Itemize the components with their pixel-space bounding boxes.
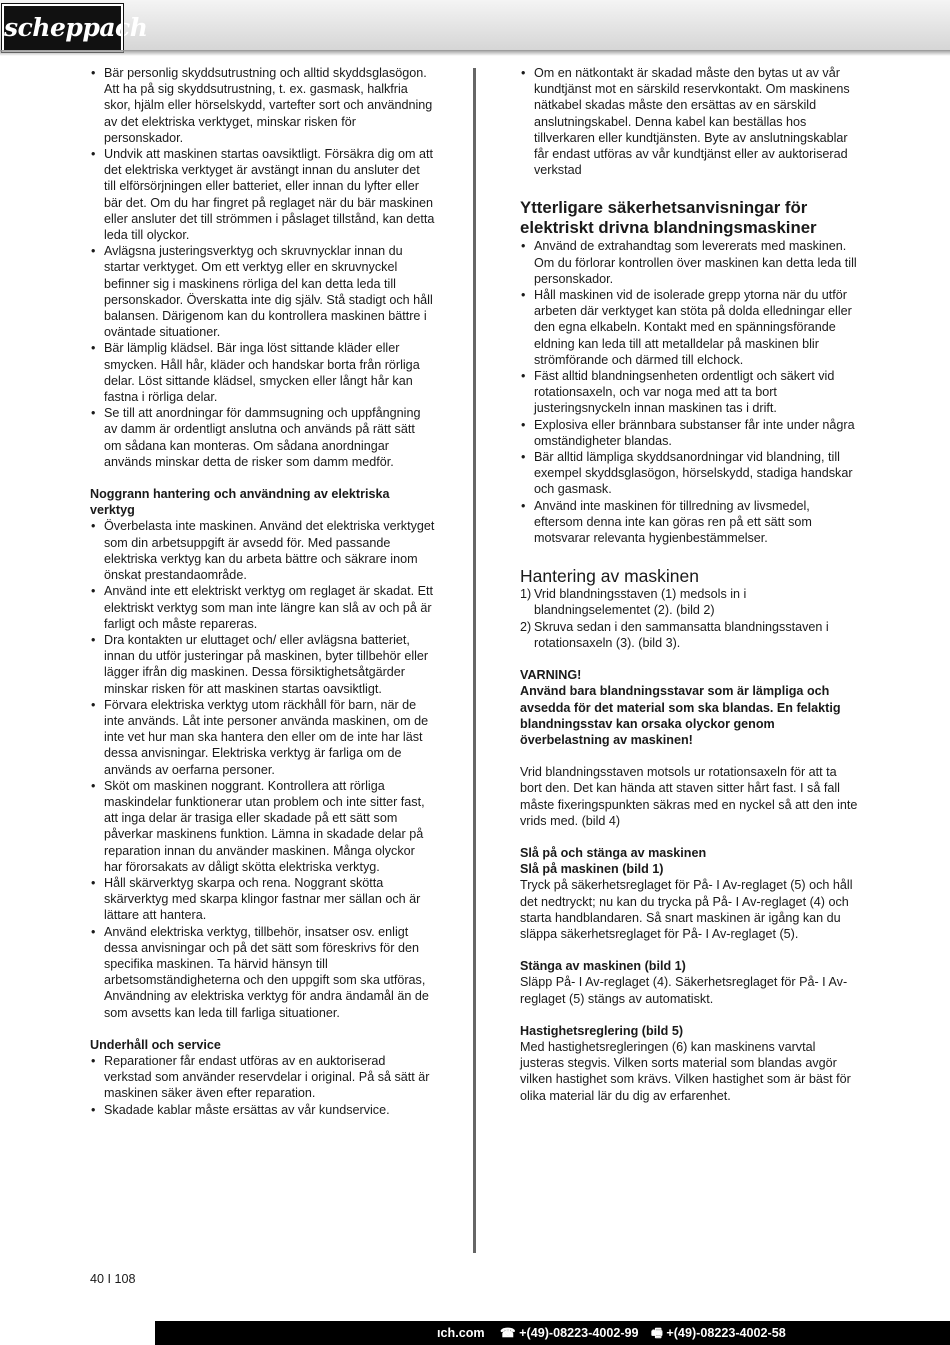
list-item: • Använd de extrahandtag som levererats med maskinen. Om du förlorar kontrollen över maskinen kan detta leda till personskador. (520, 238, 860, 287)
section-heading-onoff: Slå på och stänga av maskinen (520, 845, 707, 860)
list-item: • Sköt om maskinen noggrant. Kontrollera att rörliga maskindelar funktionerar utan problem och inte sitter fast, att inga delar är trasiga eller skadade på ett sätt som påverkar maskinens funktion. Lämna in skadade delar på reparation innan du använder maskinen. Många olyckor har förorsakats av dåligt skötta elektriska verktyg. (90, 778, 435, 875)
list-item: • Se till att anordningar för dammsugning och uppfångning av damm är ordentligt anslutna och används på rätt sätt om sådana kan monteras. Om sådana anordningar används minskar detta de risker som damm medför. (90, 405, 435, 470)
footer-fax: 🖷 +(49)-08223-4002-58 (651, 1326, 786, 1340)
footer-phone: ☎ +(49)-08223-4002-99 (500, 1326, 639, 1340)
paragraph-off: Släpp På- I Av-reglaget (4). Säkerhetsreglaget för På- I Av-reglaget (5) stängs av automatiskt. (520, 975, 848, 1006)
step-item (520, 586, 860, 618)
page-footer (0, 1321, 950, 1345)
list-item: • Reparationer får endast utföras av en auktoriserad verkstad som använder reservdelar i original. På så sätt är maskinen säker även efter reparation. (90, 1053, 435, 1102)
list-item: • Håll skärverktyg skarpa och rena. Noggrant skötta skärverktyg med skarpa klingor fastnar mer sällan och är lättare att hantera. (90, 875, 435, 924)
section-heading-extra-safety: Ytterligare säkerhetsanvisningar för elektriskt drivna blandningsmaskiner (520, 198, 817, 238)
step-number: 1) (520, 587, 532, 602)
warning-title: VARNING! (520, 668, 582, 683)
list-item: • Håll maskinen vid de isolerade grepp ytorna när du utför arbeten där verktyget kan stöta på dolda elledningar eller den egna elkabeln. Kontakt med en spänningsförande eldning kan leda till att metalldelar på maskinen blir strömförande och därmed till elchock. (520, 287, 860, 368)
paragraph-reverse: Vrid blandningsstaven motsols ur rotationsaxeln för att ta bort den. Det kan hända att staven sitter hårt fast. I så fall måste fixeringspunkten säkras med en nyckel så att den inte vrids med. (bild 4) (520, 765, 858, 828)
cable-bullets (520, 65, 860, 178)
list-item: • Undvik att maskinen startas oavsiktligt. Försäkra dig om att det elektriska verktyget är avstängt innan du ansluter det till elförsörjningen eller batteriet, eller innan du lyfter eller bär det. Om du har fingret på reglaget när du bär maskinen eller ansluter det till strömmen i påslaget tillstånd, kan detta leda till olyckor. (90, 146, 435, 243)
list-item: • Använd elektriska verktyg, tillbehör, insatser osv. enligt dessa anvisningar och på det sätt som föreskrivs för den specifika maskinen. Ta härvid hänsyn till arbetsomständigheterna och den uppgift som ska utföras, Användning av elektriska verktyg för andra ändamål än de som avsetts kan leda till farliga situationer. (90, 924, 435, 1021)
list-item: • Skadade kablar måste ersättas av vår kundservice. (90, 1102, 435, 1118)
footer-white-block (0, 1321, 155, 1345)
warning-text: Använd bara blandningsstavar som är lämpliga och avsedda för det material som ska blandas. En felaktig blandningsstav kan orsaka olyckor genom överbelastning av maskinen! (520, 684, 841, 747)
list-item: • Bär alltid lämpliga skyddsanordningar vid blandning, till exempel skyddsglasögon, hörselskydd, stadiga handskar och gasmask. (520, 449, 860, 498)
step-item (520, 619, 860, 651)
step-number: 2) (520, 619, 532, 634)
step-text: Skruva sedan i den sammansatta blandningsstaven i rotationsaxeln (3). (bild 3). (534, 619, 829, 650)
column-divider (473, 68, 476, 1253)
right-column (520, 65, 860, 1104)
page-header (0, 0, 950, 51)
scheppach-logo: scheppach (2, 4, 123, 52)
subheading-off: Stänga av maskinen (bild 1) (520, 959, 686, 974)
extra-safety-bullets (520, 238, 860, 546)
left-column (90, 65, 435, 1118)
safety-bullets-2 (90, 518, 435, 1020)
footer-website: ıch.com (437, 1326, 485, 1340)
service-bullets (90, 1053, 435, 1118)
list-item: • Använd inte ett elektriskt verktyg om reglaget är skadat. Ett elektriskt verktyg som man inte längre kan slå av och på är farligt och måste repareras. (90, 583, 435, 632)
section-heading-handling: Noggrann hantering och användning av elektriska verktyg (90, 487, 390, 518)
list-item: • Om en nätkontakt är skadad måste den bytas ut av vår kundtjänst mot en särskild reservkontakt. Om maskinens nätkabel skadas måste den ersättas av en särskild anslutningskabel. Denna kabel kan beställas hos tillverkaren eller kundtjänsten. Byte av anslutningskablar får endast utföras av vår kundtjänst eller av auktoriserad verkstad (520, 65, 860, 178)
list-item: • Överbelasta inte maskinen. Använd det elektriska verktyget som din arbetsuppgift är avsedd för. Med passande elektriska verktyg kan du arbeta bättre och säkrare inom önskat prestandaområde. (90, 518, 435, 583)
list-item: • Dra kontakten ur eluttaget och/ eller avlägsna batteriet, innan du utför justeringar på maskinen, byter tillbehör eller lägger ifrån dig maskinen. Dessa försiktighetsåtgärder minskar risken för att maskinen startas oavsiktligt. (90, 632, 435, 697)
list-item: • Fäst alltid blandningsenheten ordentligt och säkert vid rotationsaxeln, och var noga med att ta bort justeringsnyckeln innan maskinen tas i drift. (520, 368, 860, 417)
footer-contact-bar (155, 1321, 950, 1345)
subheading-on: Slå på maskinen (bild 1) (520, 862, 664, 877)
list-item: • Avlägsna justeringsverktyg och skruvnycklar innan du startar verktyget. Om ett verktyg eller en skruvnyckel befinner sig i maskinens rörliga del kan detta leda till personskador. Överskatta inte dig själv. Stå stadigt och håll balansen. Därigenom kan du kontrollera maskinen bättre i oväntade situationer. (90, 243, 435, 340)
safety-bullets-1 (90, 65, 435, 470)
list-item: • Bär lämplig klädsel. Bär inga löst sittande kläder eller smycken. Håll hår, kläder och handskar borta från rörliga delar. Löst sittande klädsel, smycken eller långt hår kan fastna i rörliga delar. (90, 340, 435, 405)
paragraph-on: Tryck på säkerhetsreglaget för På- I Av-reglaget (5) och håll det nedtryckt; nu kan du trycka på På- I Av-reglaget (4) och starta handblandaren. Så snart maskinen är igång kan du släppa säkerhetsreglaget för På- I Av-reglaget (5). (520, 878, 853, 941)
step-text: Vrid blandningsstaven (1) medsols in i blandningselementet (2). (bild 2) (534, 587, 747, 618)
list-item: • Bär personlig skyddsutrustning och alltid skyddsglasögon. Att ha på sig skyddsutrustning, t. ex. gasmask, halkfria skor, hjälm eller hörselskydd, vartefter sort och användning av det elektriska verktyget, minskar risken för personskador. (90, 65, 435, 146)
paragraph-speed: Med hastighetsregleringen (6) kan maskinens varvtal justeras stegvis. Vilken sorts material som blandas avgör vilken hastighet som krävs. Vilken hastighet som är bäst för olika material lär du dig av erfarenhet. (520, 1039, 851, 1103)
section-heading-service: Underhåll och service (90, 1037, 221, 1052)
list-item: • Explosiva eller brännbara substanser får inte under några omständigheter blandas. (520, 417, 860, 449)
subheading-speed: Hastighetsreglering (bild 5) (520, 1023, 684, 1038)
list-item: • Använd inte maskinen för tillredning av livsmedel, eftersom denna inte kan göras ren på ett sätt som motsvarar relevanta hygienbestämmelser. (520, 498, 860, 547)
assembly-steps (520, 586, 860, 651)
header-shadow (0, 50, 950, 56)
section-heading-hantering: Hantering av maskinen (520, 566, 699, 587)
list-item: • Förvara elektriska verktyg utom räckhåll för barn, när de inte används. Låt inte personer använda maskinen, om de inte vet hur man ska hantera den eller om de inte har läst dessa anvisningar. Elektriska verktyg är farliga om de används av oerfarna personer. (90, 697, 435, 778)
page-number: 40 I 108 (90, 1272, 136, 1286)
